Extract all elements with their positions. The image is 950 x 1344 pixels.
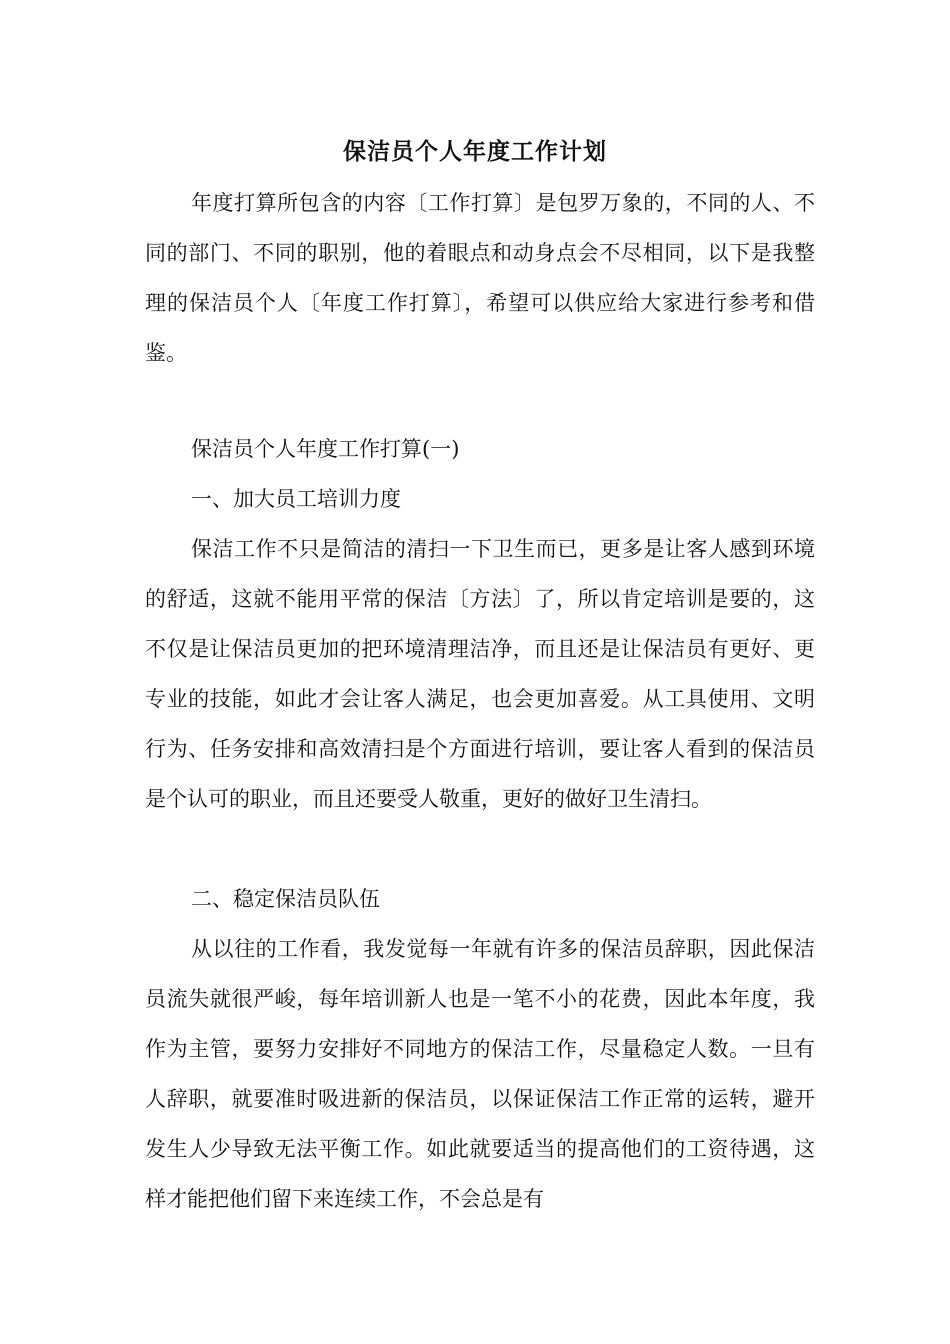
section-heading: 保洁员个人年度工作打算(一)	[191, 437, 460, 461]
item1-paragraph: 保洁工作不只是简洁的清扫一下卫生而已，更多是让客人感到环境的舒适，这就不能用平常的保洁〔方法〕了，所以肯定培训是要的，这不仅是让保洁员更加的把环境清理洁净，而且还是让保洁员有更好、更专业的技能，如此才会让客人满足，也会更加喜爱。从工具使用、文明行为、任务安排和高效清扫是个方面进行培训，要让客人看到的保洁员是个认可的职业，而且还要受人敬重，更好的做好卫生清扫。	[145, 537, 815, 811]
intro-paragraph: 年度打算所包含的内容〔工作打算〕是包罗万象的，不同的人、不同的部门、不同的职别，他的着眼点和动身点会不尽相同，以下是我整理的保洁员个人〔年度工作打算〕，希望可以供应给大家进行参考和借鉴。	[145, 191, 815, 365]
document-title: 保洁员个人年度工作计划	[343, 138, 607, 165]
item1-heading: 一、加大员工培训力度	[191, 487, 401, 511]
item2-paragraph: 从以往的工作看，我发觉每一年就有许多的保洁员辞职，因此保洁员流失就很严峻，每年培训新人也是一笔不小的花费，因此本年度，我作为主管，要努力安排好不同地方的保洁工作，尽量稳定人数。一旦有人辞职，就要准时吸进新的保洁员，以保证保洁工作正常的运转，避开发生人少导致无法平衡工作。如此就要适当的提高他们的工资待遇，这样才能把他们留下来连续工作，不会总是有	[145, 937, 815, 1211]
item2-heading: 二、稳定保洁员队伍	[191, 887, 380, 911]
